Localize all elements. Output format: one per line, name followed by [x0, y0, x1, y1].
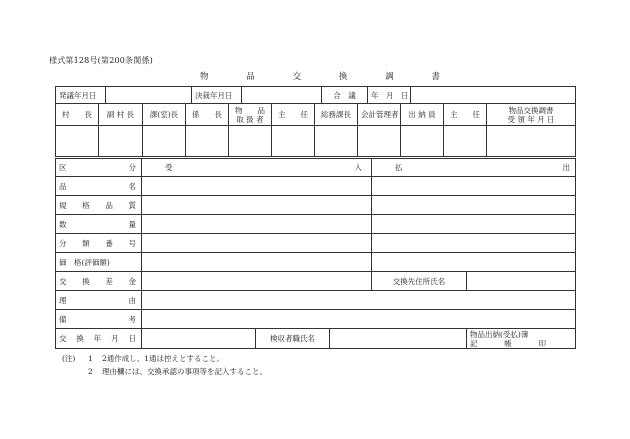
label-segment: 備 — [59, 314, 67, 324]
label-segment: 量 — [128, 219, 136, 229]
remarks-label — [56, 310, 142, 329]
label-segment: 分 — [59, 238, 67, 248]
handler-stamp[interactable] — [229, 126, 272, 157]
item-name-receive-field[interactable] — [142, 177, 372, 196]
title-char: 換 — [338, 72, 348, 82]
label-segment: 品 — [105, 200, 113, 210]
label-segment: 質 — [128, 200, 136, 210]
exchange-date-field[interactable] — [142, 329, 256, 349]
label-segment: 換 — [82, 276, 90, 286]
section-chief-stamp[interactable] — [143, 126, 186, 157]
category-label — [56, 159, 142, 177]
ledger-stamp-cell[interactable] — [467, 329, 576, 349]
ledger-label — [470, 330, 548, 348]
remarks-text — [59, 315, 138, 324]
notes — [62, 352, 267, 378]
receive-in-label: 入 — [354, 163, 362, 172]
general-affairs-label: 総務課長 — [315, 104, 358, 126]
counterparty-label: 交換先住所氏名 — [372, 272, 467, 291]
staff-stamp[interactable] — [272, 126, 315, 157]
ledger-label-line1: 物品出納(受払)簿 — [470, 329, 529, 339]
staff-label: 主 任 — [272, 104, 315, 126]
label-segment: 帳 — [504, 338, 512, 348]
chief-stamp[interactable] — [186, 126, 229, 157]
note-text: 理由欄には、交換承認の事項等を記入すること。 — [102, 367, 267, 376]
label-segment: 品 — [59, 181, 67, 191]
mayor-stamp[interactable] — [56, 126, 99, 157]
label-segment: 記 — [470, 338, 478, 348]
label-segment: 換 — [76, 334, 84, 343]
remarks-field[interactable] — [142, 310, 576, 329]
accounting-manager-label: 会計管理者 — [358, 104, 401, 126]
staff2-label: 主 任 — [444, 104, 487, 126]
spec-receive-field[interactable] — [142, 196, 372, 215]
label-segment: 交 — [59, 276, 67, 286]
diff-label — [56, 272, 142, 291]
title-char: 調 — [385, 72, 394, 82]
details-table — [55, 158, 576, 349]
label-segment: 月 — [111, 334, 119, 343]
decision-date-label: 決裁年月日 — [192, 87, 242, 104]
consult-label: 合 議 — [322, 87, 368, 104]
quantity-pay-field[interactable] — [372, 215, 576, 234]
note-text: 2通作成し、1通は控えとすること。 — [102, 354, 225, 363]
spec-pay-field[interactable] — [372, 196, 576, 215]
note-number: 1 — [88, 354, 93, 363]
document-title — [200, 70, 440, 82]
handler-label-line2: 取 扱 者 — [236, 114, 264, 124]
label-segment: 差 — [105, 276, 113, 286]
spec-label — [56, 196, 142, 215]
inspector-label: 検収者職氏名 — [256, 329, 330, 349]
label-segment: 交 — [59, 334, 67, 343]
receipt-date-label — [487, 104, 576, 126]
chief-label: 係 長 — [186, 104, 229, 126]
label-segment: 号 — [128, 238, 136, 248]
title-char: 書 — [431, 72, 440, 82]
decision-date-field[interactable] — [242, 87, 322, 104]
issue-date-field[interactable] — [106, 87, 192, 104]
price-label — [56, 253, 142, 272]
note-item — [62, 365, 267, 378]
note-item — [62, 352, 267, 365]
price-text: 価 格(評価額) — [59, 257, 110, 267]
receive-label: 受 — [165, 163, 173, 172]
label-segment: 日 — [128, 334, 136, 343]
title-char: 品 — [246, 72, 255, 82]
class-no-label — [56, 234, 142, 253]
consult-field[interactable] — [411, 87, 576, 104]
label-segment: 印 — [538, 338, 546, 348]
receipt-label-line1: 物品交換調書 — [508, 105, 554, 115]
price-receive-field[interactable] — [142, 253, 372, 272]
counterparty-field[interactable] — [467, 272, 576, 291]
officials-table — [55, 103, 576, 157]
reason-label — [56, 291, 142, 310]
accounting-manager-stamp[interactable] — [358, 126, 401, 157]
class-no-pay-field[interactable] — [372, 234, 576, 253]
label-segment: 規 — [59, 200, 67, 210]
quantity-label — [56, 215, 142, 234]
title-char: 物 — [200, 72, 209, 82]
inspector-field[interactable] — [330, 329, 467, 349]
cashier-stamp[interactable] — [401, 126, 444, 157]
diff-text — [59, 277, 138, 286]
class-no-receive-field[interactable] — [142, 234, 372, 253]
label-segment: 数 — [59, 219, 67, 229]
mayor-label: 村 長 — [56, 104, 99, 126]
label-segment: 名 — [128, 181, 136, 191]
reason-text — [59, 296, 138, 305]
diff-field[interactable] — [142, 272, 372, 291]
pay-header — [372, 159, 576, 177]
label-segment: 年 — [93, 334, 102, 343]
staff2-stamp[interactable] — [444, 126, 487, 157]
spec-text — [59, 201, 138, 210]
price-pay-field[interactable] — [372, 253, 576, 272]
pay-label: 払 — [395, 163, 403, 172]
class-no-text — [59, 239, 138, 248]
exchange-date-label — [56, 329, 142, 349]
issue-date-label: 発議年月日 — [56, 87, 106, 104]
pay-out-label: 出 — [562, 163, 570, 172]
category-label-text — [59, 163, 138, 172]
label-segment: 分 — [128, 163, 136, 172]
quantity-receive-field[interactable] — [142, 215, 372, 234]
vice-mayor-stamp[interactable] — [99, 126, 143, 157]
title-char: 交 — [292, 72, 302, 82]
approval-table — [55, 86, 576, 104]
label-segment: 番 — [105, 238, 113, 248]
exchange-date-text — [59, 334, 138, 343]
quantity-text — [59, 220, 138, 229]
consult-date-label: 年 月 日 — [368, 87, 411, 104]
item-name-pay-field[interactable] — [372, 177, 576, 196]
cashier-label: 出 納 員 — [401, 104, 444, 126]
receive-header — [142, 159, 372, 177]
note-number: 2 — [88, 367, 93, 376]
label-segment: 類 — [82, 238, 90, 248]
vice-mayor-label: 副 村 長 — [99, 104, 143, 126]
item-name-text — [59, 182, 138, 191]
reason-field[interactable] — [142, 291, 576, 310]
label-segment: 理 — [59, 295, 67, 305]
receipt-label-line2: 受 領 年 月 日 — [507, 114, 555, 124]
ledger-label-line2 — [470, 339, 548, 348]
label-segment: 考 — [128, 314, 136, 324]
label-segment: 金 — [128, 276, 136, 286]
handler-label — [229, 104, 272, 126]
note-prefix: (注) — [62, 354, 76, 363]
label-segment: 区 — [59, 163, 67, 172]
handler-label-line1: 物 品 — [235, 105, 265, 115]
form-number: 様式第128号(第200条関係) — [49, 56, 153, 65]
receipt-date-field[interactable] — [487, 126, 576, 157]
section-chief-label: 課(室)長 — [143, 104, 186, 126]
label-segment: 格 — [82, 200, 90, 210]
general-affairs-stamp[interactable] — [315, 126, 358, 157]
item-name-label — [56, 177, 142, 196]
label-segment: 由 — [128, 295, 136, 305]
